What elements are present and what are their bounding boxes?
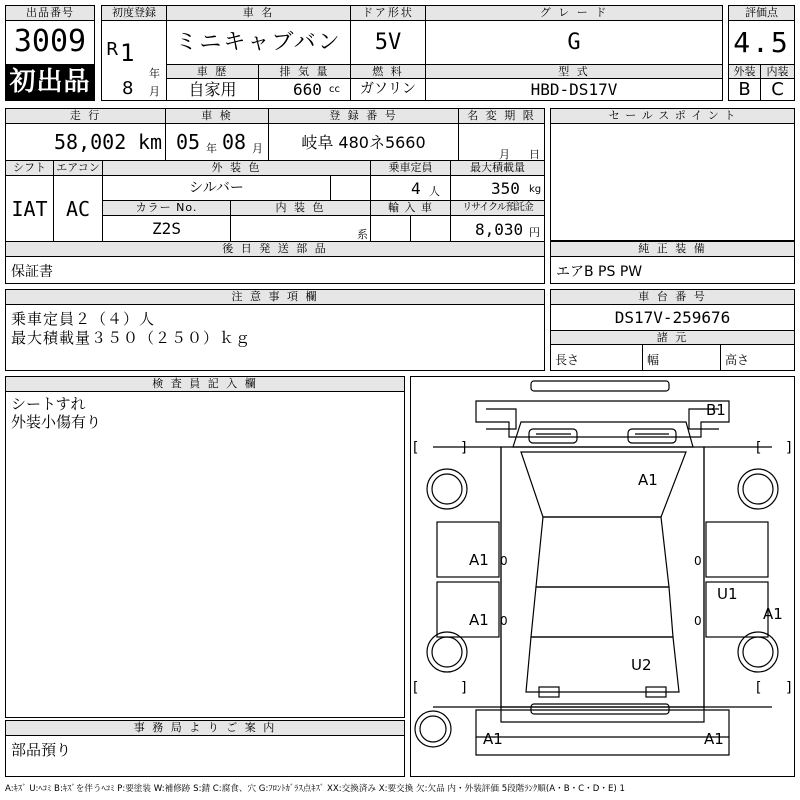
mileage-cell [6, 124, 166, 161]
mark-a1-left-front: A1 [469, 551, 489, 569]
genuine-box [550, 241, 795, 284]
mark-a1-bottom-left: A1 [483, 730, 503, 748]
grade-label: グ レ ー ド [426, 6, 722, 21]
inspector-box [5, 376, 405, 718]
bracket-close-2: ] [786, 440, 792, 456]
genuine-equipment: エアB PS PW [556, 264, 643, 280]
top-table [101, 5, 723, 101]
ext-color: シルバー [103, 176, 331, 201]
mark-zero-2: 0 [500, 614, 508, 628]
sales-point-box [550, 108, 795, 241]
chassis-number: DS17V-259676 [551, 305, 794, 331]
shift: IAT [6, 176, 54, 242]
mark-u2: U2 [631, 656, 652, 674]
score-label: 評価点 [729, 6, 794, 21]
chassis-label: 車 台 番 号 [551, 290, 794, 305]
displacement: 660 [293, 80, 322, 99]
legend: A:ｷｽﾞ U:ﾍｺﾐ B:ｷｽﾞを伴うﾍｺﾐ P:要塗装 W:補修跡 S:錆 C:腐食、穴 G:ﾌﾛﾝﾄｶﾞﾗｽ点ｷｽﾞ XX:交換済み X:要交換 欠:欠品 内・外装評価 5段階ﾗﾝｸ順(A・B・C・D・E) 1 [5, 784, 625, 794]
model-code: HBD-DS17V [530, 80, 618, 99]
shift-label: シフト [6, 161, 54, 176]
transfer-month: 月 [499, 148, 510, 161]
width-label: 幅 [647, 353, 660, 367]
insp-month-unit: 月 [252, 142, 263, 155]
displacement-unit: cc [329, 84, 340, 95]
fuel-label: 燃 料 [351, 65, 426, 79]
mark-zero-4: 0 [694, 614, 702, 628]
mark-a1-left-rear: A1 [469, 611, 489, 629]
caution-line-2: 最大積載量３５０（２５０）ｋｇ [11, 329, 252, 347]
import-cell-2 [411, 216, 451, 242]
mileage-unit: km [138, 130, 163, 154]
bracket-close-4: ] [786, 680, 792, 696]
reg-year: 1 [120, 39, 135, 67]
mark-a1-roof: A1 [638, 471, 658, 489]
max-load-unit: kg [529, 184, 542, 195]
history: 自家用 [167, 79, 259, 100]
import-label: 輸 入 車 [371, 201, 451, 216]
history-label: 車 歴 [167, 65, 259, 79]
later-parts: 保証書 [11, 264, 53, 280]
inspector-label: 検 査 員 記 入 欄 [6, 377, 404, 392]
lot-label: 出品番号 [6, 6, 94, 21]
caution-box [5, 289, 545, 371]
capacity: 4 [411, 179, 421, 198]
ext-color-label: 外 装 色 [103, 161, 371, 176]
car-diagram-svg [411, 377, 794, 776]
bracket-open-1: [ [413, 440, 419, 456]
transfer-label: 名 変 期 限 [459, 109, 544, 124]
recycle-fee: 8,030 [475, 220, 524, 239]
length-label: 長さ [555, 353, 580, 367]
exterior-score: B [729, 79, 761, 100]
first-reg-cell [102, 21, 167, 100]
year-unit: 年 [149, 67, 160, 80]
office-text: 部品預り [11, 741, 72, 759]
color-no: Z2S [103, 216, 231, 242]
displacement-label: 排 気 量 [259, 65, 351, 79]
color-no-label: カラー No. [103, 201, 231, 216]
int-color-label: 内 装 色 [231, 201, 371, 216]
insp-month: 08 [222, 130, 247, 154]
score-box [728, 5, 795, 101]
office-label: 事 務 局 よ り ご 案 内 [6, 721, 404, 736]
door-type: 5V [351, 21, 426, 65]
recycle-label: リサイクル預託金 [451, 201, 544, 216]
office-box [5, 720, 405, 777]
inspection-label: 車 検 [166, 109, 269, 124]
width-cell [643, 345, 721, 370]
transfer-cell [459, 124, 544, 161]
reg-no-label: 登 録 番 号 [269, 109, 459, 124]
genuine-label: 純 正 装 備 [551, 242, 794, 257]
mileage: 58,002 [54, 130, 127, 154]
mark-u1: U1 [717, 585, 738, 603]
inspector-line-1: シートすれ [11, 395, 86, 413]
height-label: 高さ [725, 353, 750, 367]
max-load: 350 [491, 179, 520, 198]
recycle-unit: 円 [529, 226, 540, 239]
inspector-line-2: 外装小傷有り [11, 413, 102, 431]
car-name: ミニキャブバン [167, 21, 351, 65]
door-label: ドア形状 [351, 6, 426, 21]
capacity-unit: 人 [429, 185, 440, 198]
ac-label: エアコン [54, 161, 103, 176]
later-parts-label: 後 日 発 送 部 品 [6, 242, 544, 257]
inspection-cell [166, 124, 269, 161]
bracket-open-3: [ [413, 680, 419, 696]
car-name-label: 車 名 [167, 6, 351, 21]
first-listing-badge: 初出品 [5, 64, 95, 101]
grade: G [426, 21, 722, 65]
reg-number: 岐阜 480ネ5660 [269, 124, 459, 161]
month-unit: 月 [149, 85, 160, 98]
bracket-open-4: [ [756, 680, 762, 696]
first-reg-label: 初度登録 [102, 6, 167, 21]
bracket-close-1: ] [461, 440, 467, 456]
car-diagram [410, 376, 795, 777]
transfer-day: 日 [529, 148, 540, 161]
exterior-label: 外装 [729, 65, 761, 79]
ac: AC [54, 176, 103, 242]
int-color-cell [231, 216, 371, 242]
mark-a1-bottom-right: A1 [704, 730, 724, 748]
bracket-open-2: [ [756, 440, 762, 456]
mark-zero-1: 0 [500, 554, 508, 568]
caution-label: 注 意 事 項 欄 [6, 290, 544, 305]
capacity-label: 乗車定員 [371, 161, 451, 176]
fuel: ガソリン [351, 79, 426, 100]
dims-label: 諸 元 [551, 331, 794, 345]
score: 4.5 [729, 21, 794, 65]
chassis-box [550, 289, 795, 371]
capacity-cell [371, 176, 451, 201]
max-load-cell [451, 176, 544, 201]
insp-year: 05 [176, 130, 201, 154]
height-cell [721, 345, 794, 370]
interior-score: C [771, 79, 784, 100]
era: R [106, 39, 119, 60]
caution-line-1: 乗車定員２（４）人 [11, 310, 156, 328]
mark-a1-right: A1 [763, 605, 783, 623]
bracket-close-3: ] [461, 680, 467, 696]
length-cell [551, 345, 643, 370]
insp-year-unit: 年 [206, 142, 217, 155]
mileage-label: 走 行 [6, 109, 166, 124]
import-cell-1 [371, 216, 411, 242]
mid-table [5, 108, 545, 284]
mark-zero-3: 0 [694, 554, 702, 568]
reg-month: 8 [122, 78, 134, 99]
interior-label: 内装 [761, 65, 794, 79]
int-color-unit: 系 [357, 228, 368, 241]
lot-number: 3009 [13, 24, 87, 59]
mark-b1: B1 [706, 401, 726, 419]
model-label: 型 式 [426, 65, 722, 79]
max-load-label: 最大積載量 [451, 161, 544, 176]
sales-point-label: セ ー ル ス ポ イ ン ト [551, 109, 794, 124]
displacement-cell [259, 79, 351, 100]
ext-color-extra [331, 176, 371, 201]
recycle-cell [451, 216, 544, 242]
